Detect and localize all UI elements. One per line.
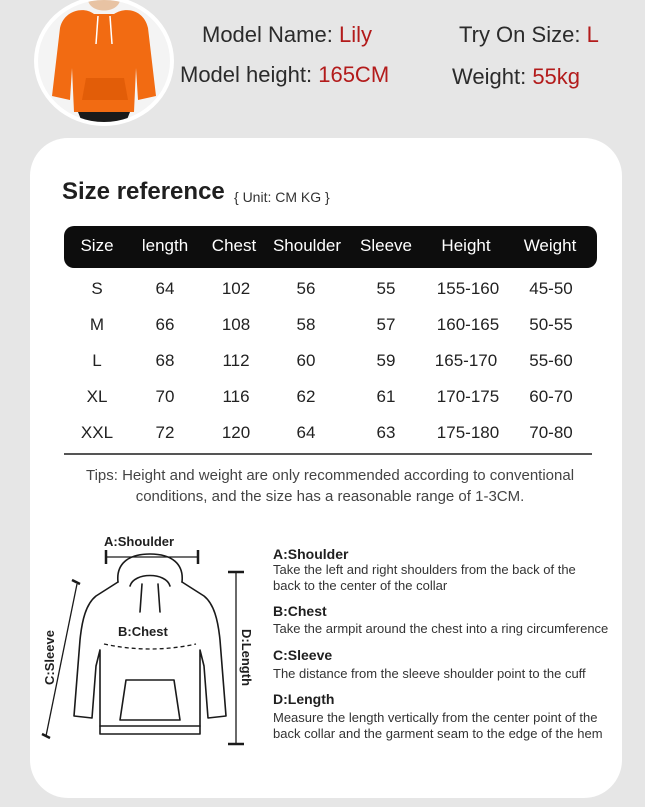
header-size: Size bbox=[80, 236, 114, 255]
table-cell: 70 bbox=[155, 387, 175, 406]
table-cell: 62 bbox=[296, 387, 316, 406]
definition-length-title: D:Length bbox=[273, 691, 335, 707]
table-cell: 60 bbox=[296, 351, 316, 370]
table-cell: XXL bbox=[80, 423, 114, 442]
model-weight-value: 55kg bbox=[532, 64, 581, 89]
model-name-label: Model Name: bbox=[202, 22, 333, 47]
diagram-length-label: D:Length bbox=[239, 628, 255, 687]
try-on-size-value: L bbox=[586, 22, 599, 47]
table-cell: 63 bbox=[376, 423, 396, 442]
table-cell: 60-70 bbox=[529, 387, 573, 406]
measurement-diagram bbox=[30, 520, 270, 760]
table-cell: 120 bbox=[221, 423, 251, 442]
definition-chest-text: Take the armpit around the chest into a ring circumference bbox=[273, 621, 609, 636]
header-chest: Chest bbox=[211, 236, 257, 255]
table-bottom-divider bbox=[64, 453, 592, 455]
table-cell: XL bbox=[86, 387, 108, 406]
diagram-sleeve-label: C:Sleeve bbox=[41, 630, 57, 685]
table-cell: 70-80 bbox=[529, 423, 573, 442]
table-cell: 56 bbox=[296, 279, 316, 298]
table-cell: 64 bbox=[155, 279, 175, 298]
definition-chest-title: B:Chest bbox=[273, 603, 327, 619]
tips-text: Tips: Height and weight are only recommended according to conventional conditions, and the size has a reasonable range of 1-3CM. bbox=[85, 467, 575, 505]
size-reference-title: Size reference bbox=[62, 178, 225, 205]
definition-length-text: Measure the length vertically from the center point of the back collar and the garment seam to the edge of the hem bbox=[273, 710, 603, 741]
table-cell: 50-55 bbox=[529, 315, 573, 334]
model-hoodie-illustration bbox=[38, 0, 170, 122]
table-cell: 58 bbox=[296, 315, 316, 334]
table-cell: 116 bbox=[222, 387, 250, 406]
hoodie-outline-icon bbox=[30, 520, 270, 760]
table-cell: 165-170 bbox=[434, 351, 498, 370]
diagram-chest-label: B:Chest bbox=[118, 624, 168, 639]
table-cell: 59 bbox=[376, 351, 396, 370]
header-shoulder: Shoulder bbox=[272, 236, 342, 255]
table-cell: 64 bbox=[296, 423, 316, 442]
table-cell: 68 bbox=[155, 351, 175, 370]
model-weight bbox=[452, 64, 580, 90]
table-cell: 160-165 bbox=[436, 315, 500, 334]
definition-sleeve-title: C:Sleeve bbox=[273, 647, 333, 663]
table-cell: 61 bbox=[376, 387, 396, 406]
diagram-shoulder-label: A:Shoulder bbox=[104, 534, 175, 549]
model-name-value: Lily bbox=[338, 22, 372, 47]
table-cell: 155-160 bbox=[436, 279, 500, 298]
table-cell: 102 bbox=[221, 279, 251, 298]
model-name bbox=[202, 22, 372, 48]
model-height-value: 165CM bbox=[318, 62, 390, 87]
try-on-size bbox=[459, 22, 599, 48]
try-on-size-label: Try On Size: bbox=[459, 22, 581, 47]
table-cell: 112 bbox=[222, 351, 250, 370]
header-height: Height bbox=[441, 236, 491, 255]
model-height bbox=[180, 62, 389, 88]
table-cell: 66 bbox=[155, 315, 175, 334]
table-cell: 55 bbox=[376, 279, 396, 298]
table-cell: 72 bbox=[155, 423, 175, 442]
table-cell: L bbox=[92, 351, 102, 370]
header-length: length bbox=[141, 236, 189, 255]
table-cell: 55-60 bbox=[529, 351, 573, 370]
table-cell: 108 bbox=[221, 315, 251, 334]
model-weight-label: Weight: bbox=[452, 64, 527, 89]
table-cell: 45-50 bbox=[529, 279, 573, 298]
model-height-label: Model height: bbox=[180, 62, 313, 87]
definition-shoulder-text: Take the left and right shoulders from the back of the back to the center of the collar bbox=[273, 562, 576, 593]
table-cell: 170-175 bbox=[436, 387, 500, 406]
table-cell: S bbox=[91, 279, 103, 298]
model-photo bbox=[38, 0, 170, 122]
definition-shoulder-title: A:Shoulder bbox=[273, 546, 349, 562]
table-cell: M bbox=[89, 315, 105, 334]
table-cell: 175-180 bbox=[436, 423, 500, 442]
header-weight: Weight bbox=[523, 236, 577, 255]
header-sleeve: Sleeve bbox=[360, 236, 412, 255]
table-cell: 57 bbox=[376, 315, 396, 334]
unit-label: { Unit: CM KG } bbox=[234, 189, 330, 205]
definition-sleeve-text: The distance from the sleeve shoulder point to the cuff bbox=[273, 666, 586, 681]
